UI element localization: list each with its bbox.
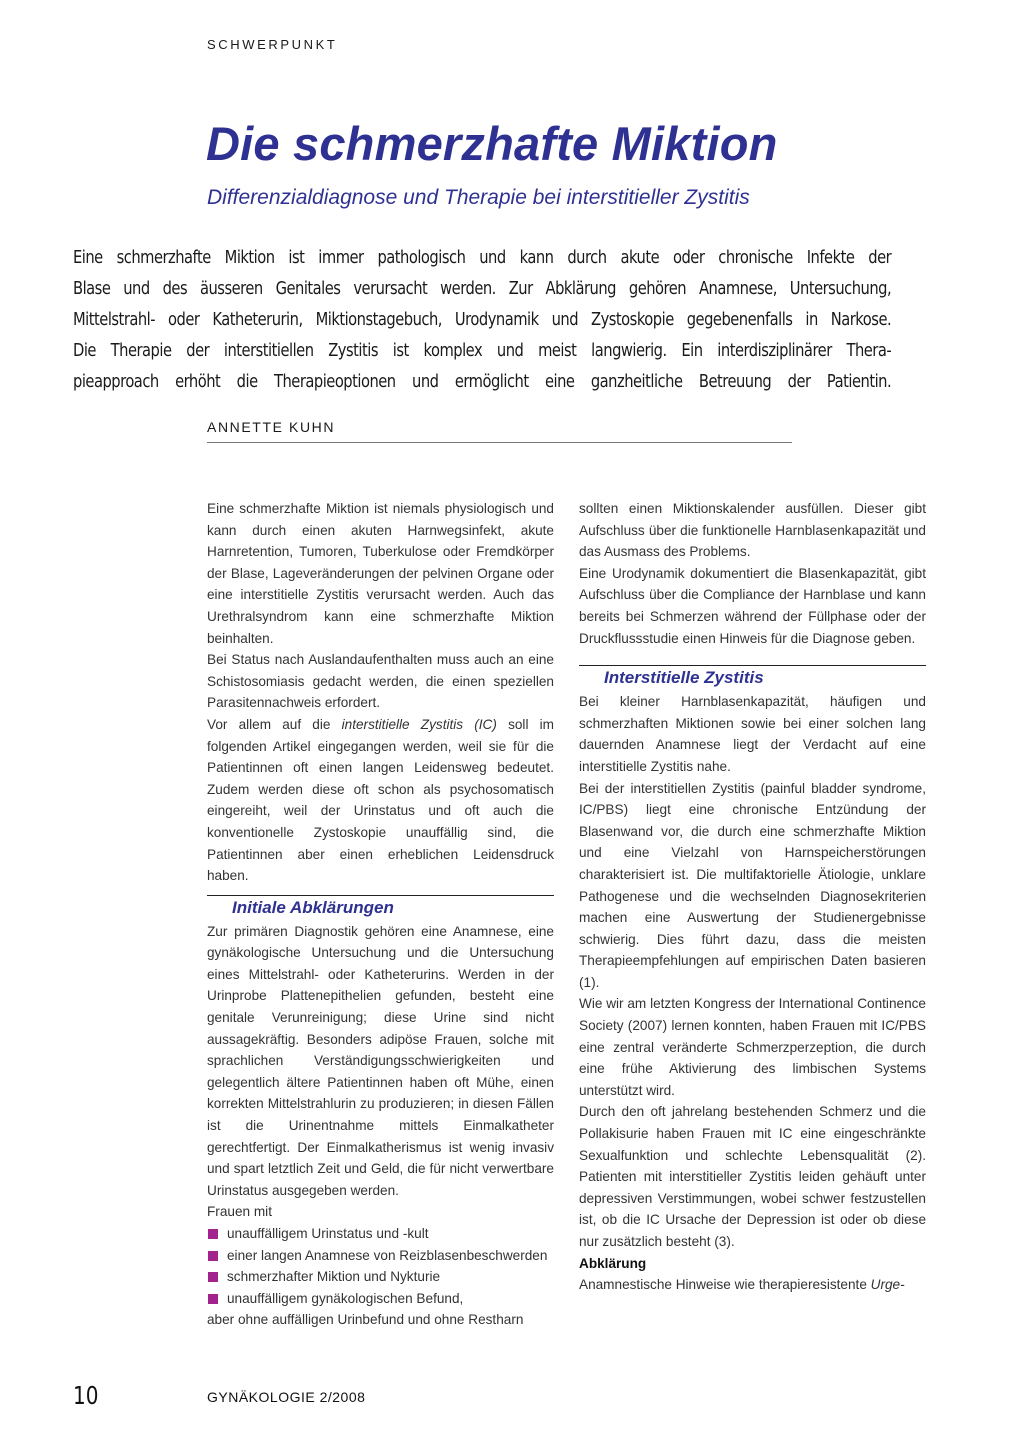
text-run: Vor allem auf die xyxy=(207,716,342,732)
square-bullet-icon xyxy=(208,1294,218,1304)
text-run: Anamnestische Hinweise wie therapieresistente xyxy=(579,1277,871,1293)
list-outro: aber ohne auffälligen Urinbefund und ohne Restharn xyxy=(207,1312,524,1328)
list-item-text: einer langen Anamnese von Reizblasenbeschwerden xyxy=(227,1247,548,1263)
body-paragraph: Bei Status nach Auslandaufenthalten muss auch an eine Schistosomiasis gedacht werden, die einen speziellen Parasitennachweis erfordert. xyxy=(207,652,554,711)
body-paragraph: Eine schmerzhafte Miktion ist niemals physiologisch und kann durch einen akuten Harnwegsinfekt, akute Harnretention, Tumoren, Tuberkulose oder Fremdkörper der Blase, Lageveränderungen der pelvinen Organe oder eine interstitielle Zystitis verursacht werden. Auch das Urethralsyndrom kann eine schmerzhafte Miktion beinhalten. xyxy=(207,501,554,646)
journal-issue: GYNÄKOLOGIE 2/2008 xyxy=(207,1389,366,1405)
article-subtitle: Differenzialdiagnose und Therapie bei interstitieller Zystitis xyxy=(207,186,750,209)
list-intro: Frauen mit xyxy=(207,1204,272,1220)
page-number: 10 xyxy=(73,1381,99,1410)
lead-line: Blase und des äusseren Genitales verursacht werden. Zur Abklärung gehören Anamnese, Untersuchung, xyxy=(73,279,892,299)
list-item-text: unauffälligem Urinstatus und -kult xyxy=(227,1226,429,1241)
square-bullet-icon xyxy=(208,1229,218,1239)
subheading: Abklärung xyxy=(579,1255,647,1271)
italic-term: interstitielle Zystitis (IC) xyxy=(341,716,497,732)
list-item xyxy=(207,1245,554,1267)
list-item-text: unauffälligem gynäkologischen Befund, xyxy=(227,1290,464,1306)
section-heading: Initiale Abklärungen xyxy=(232,897,394,917)
author-divider xyxy=(207,442,792,443)
text-run: soll im folgenden Artikel eingegangen werden, weil sie für die Patientinnen oft einen langen Leidensweg bedeutet. Zudem werden diese oft schon als psychosomatisch eingereiht, weil der Urinstatus und oft auch die konventionelle Zystoskopie unauffällig sind, die Patientinnen aber einen erheblichen Leidensdruck haben. xyxy=(207,716,554,884)
italic-term: Urge- xyxy=(870,1277,905,1293)
author-name: ANNETTE KUHN xyxy=(207,419,336,435)
list-item-text: schmerzhafter Miktion und Nykturie xyxy=(227,1269,441,1285)
list-item xyxy=(207,1266,554,1288)
body-paragraph: Wie wir am letzten Kongress der International Continence Society (2007) lernen konnten, haben Frauen mit IC/PBS eine zentral veränderte Schmerzperzeption, die durch eine frühe Aktivierung des limbischen Systems unterstützt wird. xyxy=(579,996,926,1098)
section-label: SCHWERPUNKT xyxy=(207,37,338,52)
article-title: Die schmerzhafte Miktion xyxy=(206,117,778,170)
square-bullet-icon xyxy=(208,1251,218,1261)
list-item xyxy=(207,1288,554,1310)
lead-line: pieapproach erhöht die Therapieoptionen und ermöglicht eine ganzheitliche Betreuung der Patientin. xyxy=(73,372,892,392)
body-paragraph: Bei der interstitiellen Zystitis (painful bladder syndrome, IC/PBS) liegt eine chronische Entzündung der Blasenwand vor, die durch eine schmerzhafte Miktion und eine Vielzahl von Harnspeicherstörungen charakterisiert ist. Die multifaktorielle Ätiologie, unklare Pathogenese und die wechselnden Diagnosekriterien machen eine Auswertung der Studienergebnisse schwierig. Dies führt dazu, dass die meisten Therapieempfehlungen auf empirischen Daten basieren (1). xyxy=(579,780,926,990)
body-paragraph: sollten einen Miktionskalender ausfüllen. Dieser gibt Aufschluss über die funktionelle Harnblasenkapazität und das Ausmass des Problems. xyxy=(579,501,926,560)
body-paragraph: Eine Urodynamik dokumentiert die Blasenkapazität, gibt Aufschluss über die Compliance der Harnblase und kann bereits bei Schmerzen während der Füllphase oder der Druckflussstudie einen Hinweis für die Diagnose geben. xyxy=(579,565,926,646)
body-paragraph: Zur primären Diagnostik gehören eine Anamnese, eine gynäkologische Untersuchung und die Untersuchung eines Mittelstrahl- oder Katheterurins. Werden in der Urinprobe Plattenepithelien gefunden, besteht eine genitale Verunreinigung; diese Urine sind nicht aussagekräftig. Besonders adipöse Frauen, solche mit sprachlichen Verständigungsschwierigkeiten und gelegentlich ältere Patientinnen haben oft Mühe, einen korrekten Mittelstrahlurin zu produzieren; in diesen Fällen ist die Urinentnahme mittels Einmalkatheter gerechtfertigt. Der Einmalkatherismus ist wenig invasiv und spart letztlich Zeit und Geld, die für nicht verwertbare Urinstatus ausgegeben werden. xyxy=(207,923,554,1198)
body-paragraph xyxy=(579,1274,926,1296)
left-column xyxy=(207,498,554,1331)
right-column xyxy=(579,498,926,1296)
body-paragraph: Bei kleiner Harnblasenkapazität, häufigen und schmerzhaften Miktionen sowie bei einer solchen lang dauernden Anamnese liegt der Verdacht auf eine interstitielle Zystitis nahe. xyxy=(579,694,926,774)
square-bullet-icon xyxy=(208,1272,218,1282)
section-heading: Interstitielle Zystitis xyxy=(604,668,764,688)
body-paragraph xyxy=(207,714,554,887)
bullet-list xyxy=(207,1223,554,1309)
list-item xyxy=(207,1223,554,1245)
lead-line: Eine schmerzhafte Miktion ist immer pathologisch und kann durch akute oder chronische Infekte der xyxy=(73,248,892,268)
lead-paragraph xyxy=(73,243,891,398)
body-paragraph: Durch den oft jahrelang bestehenden Schmerz und die Pollakisurie haben Frauen mit IC eine eingeschränkte Sexualfunktion und schlechte Lebensqualität (2). Patienten mit interstitieller Zystitis leiden gehäuft unter depressiven Verstimmungen, wobei schwer festzustellen ist, ob die IC Ursache der Depression ist oder ob diese nur zusätzlich besteht (3). xyxy=(579,1104,926,1249)
lead-line: Die Therapie der interstitiellen Zystitis ist komplex und meist langwierig. Ein interdisziplinärer Thera- xyxy=(73,341,892,361)
lead-line: Mittelstrahl- oder Katheterurin, Miktionstagebuch, Urodynamik und Zystoskopie gegebenenfalls in Narkose. xyxy=(73,310,892,330)
